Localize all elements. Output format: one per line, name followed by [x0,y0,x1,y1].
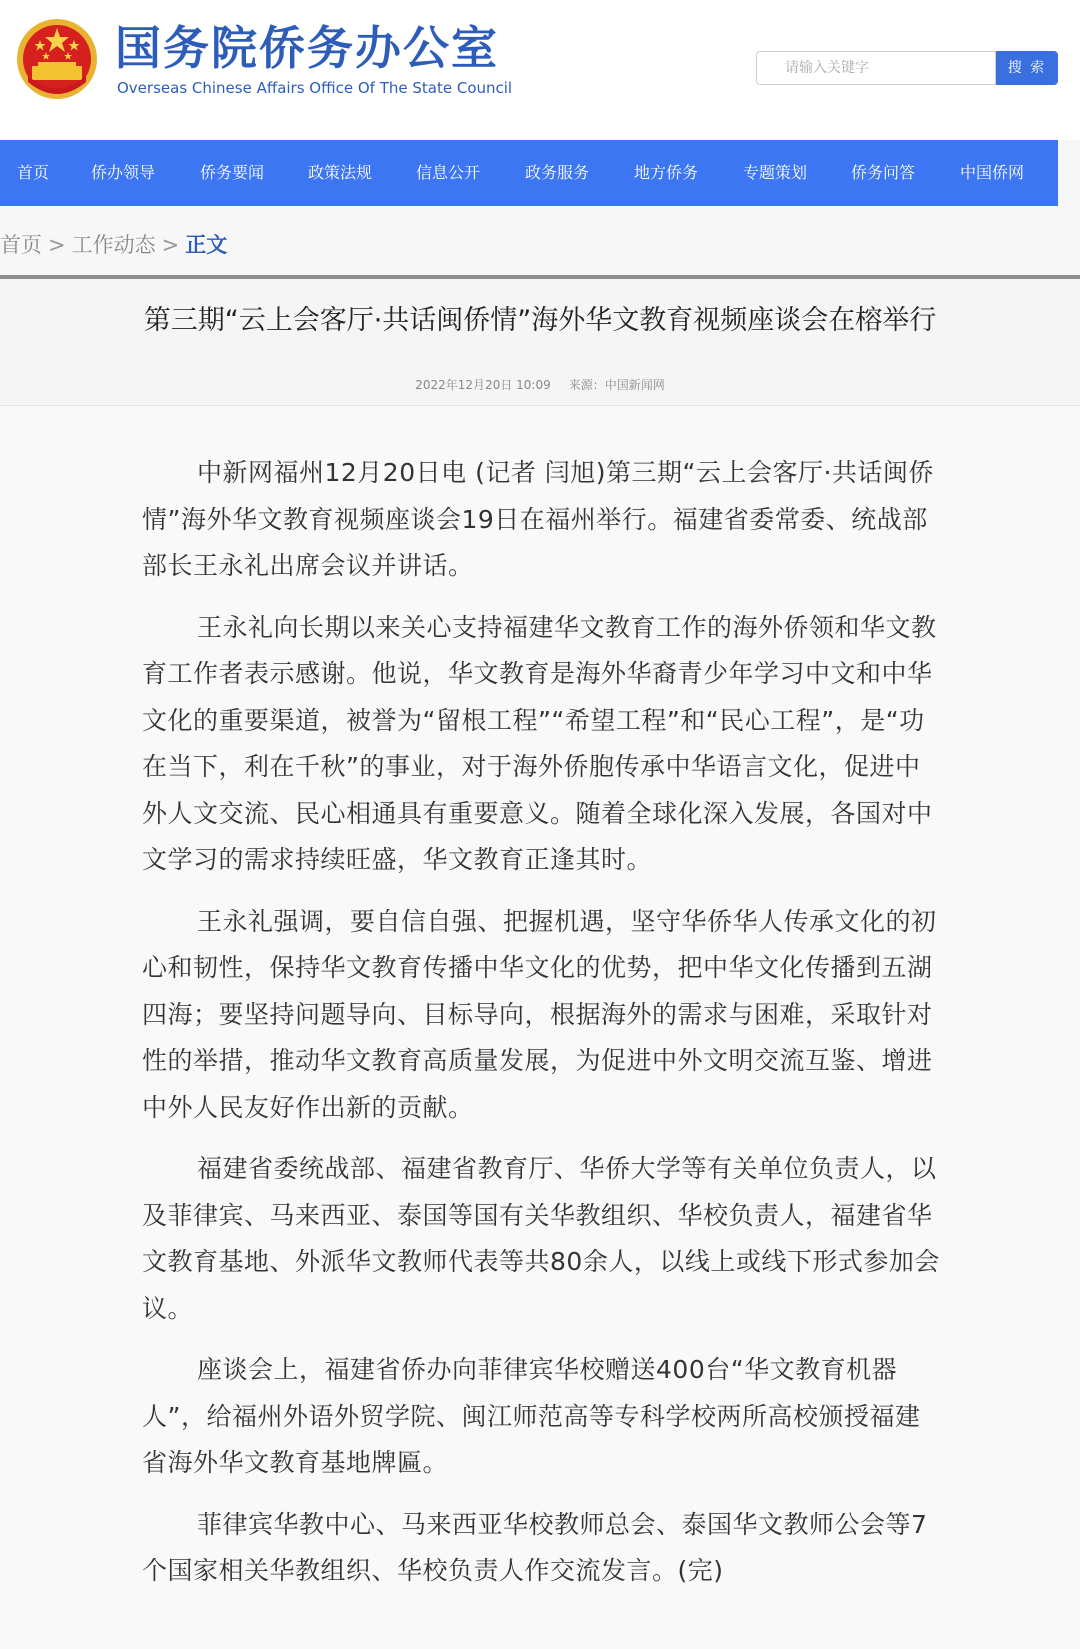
nav-item-home[interactable]: 首页 [17,163,50,182]
article-paragraph: 福建省委统战部、福建省教育厅、华侨大学等有关单位负责人，以及菲律宾、马来西亚、泰国等国有关华教组织、华校负责人，福建省华文教育基地、外派华文教师代表等共80余人，以线上或线下形式参加会议。 [142,1154,940,1323]
article-datetime: 2022年12月20日 10:09 [415,378,551,392]
nav-item-chinaqw[interactable]: 中国侨网 [960,163,1025,182]
breadcrumb [0,228,227,262]
article-title: 第三期“云上会客厅·共话闽侨情”海外华文教育视频座谈会在榕举行 [143,305,937,336]
nav-item-leaders[interactable]: 侨办领导 [91,163,156,182]
article-paragraph: 菲律宾华教中心、马来西亚华校教师总会、泰国华文教师公会等7个国家相关华教组织、华校负责人作交流发言。(完) [142,1509,928,1585]
article-meta [0,376,1080,394]
breadcrumb-home[interactable]: 首页 [0,233,42,257]
breadcrumb-separator: > [48,233,66,257]
breadcrumb-current: 正文 [185,233,228,257]
article-source: 来源：中国新闻网 [568,378,665,392]
nav-item-disclosure[interactable]: 信息公开 [416,163,481,182]
site-subtitle: Overseas Chinese Affairs Office Of The State Council [117,79,513,97]
breadcrumb-section[interactable]: 工作动态 [71,233,156,257]
search-button[interactable]: 搜 索 [996,51,1058,85]
breadcrumb-separator: > [161,233,180,257]
nav-item-news[interactable]: 侨务要闻 [200,163,265,182]
nav-item-services[interactable]: 政务服务 [525,163,590,182]
article-paragraph: 王永礼强调，要自信自强、把握机遇，坚守华侨华人传承文化的初心和韧性，保持华文教育传播中华文化的优势，把中华文化传播到五湖四海；要坚持问题导向、目标导向，根据海外的需求与困难，采取针对性的举措，推动华文教育高质量发展，为促进中外文明交流互鉴、增进中外人民友好作出新的贡献。 [142,906,937,1122]
article-paragraph: 王永礼向长期以来关心支持福建华文教育工作的海外侨领和华文教育工作者表示感谢。他说，华文教育是海外华裔青少年学习中文和中华文化的重要渠道，被誉为“留根工程”“希望工程”和“民心工程”，是“功在当下，利在千秋”的事业，对于海外侨胞传承中华语言文化，促进中外人文交流、民心相通具有重要意义。随着全球化深入发展，各国对中文学习的需求持续旺盛，华文教育正逢其时。 [142,612,937,874]
nav-item-local[interactable]: 地方侨务 [634,163,699,182]
nav-item-qa[interactable]: 侨务问答 [851,163,916,182]
article-paragraph: 座谈会上，福建省侨办向菲律宾华校赠送400台“华文教育机器人”，给福州外语外贸学院、闽江师范高等专科学校两所高校颁授福建省海外华文教育基地牌匾。 [142,1355,921,1477]
site-title: 国务院侨务办公室 [115,21,499,75]
nav-item-topics[interactable]: 专题策划 [743,163,808,182]
site-header [0,0,1080,140]
nav-item-policy[interactable]: 政策法规 [308,163,373,182]
search-input[interactable] [756,51,996,85]
article-body [142,450,942,1610]
national-emblem-icon [16,16,98,102]
article-paragraph: 中新网福州12月20日电 (记者 闫旭)第三期“云上会客厅·共话闽侨情”海外华文教育视频座谈会19日在福州举行。福建省委常委、统战部部长王永礼出席会议并讲话。 [142,458,934,580]
main-nav [0,140,1058,206]
